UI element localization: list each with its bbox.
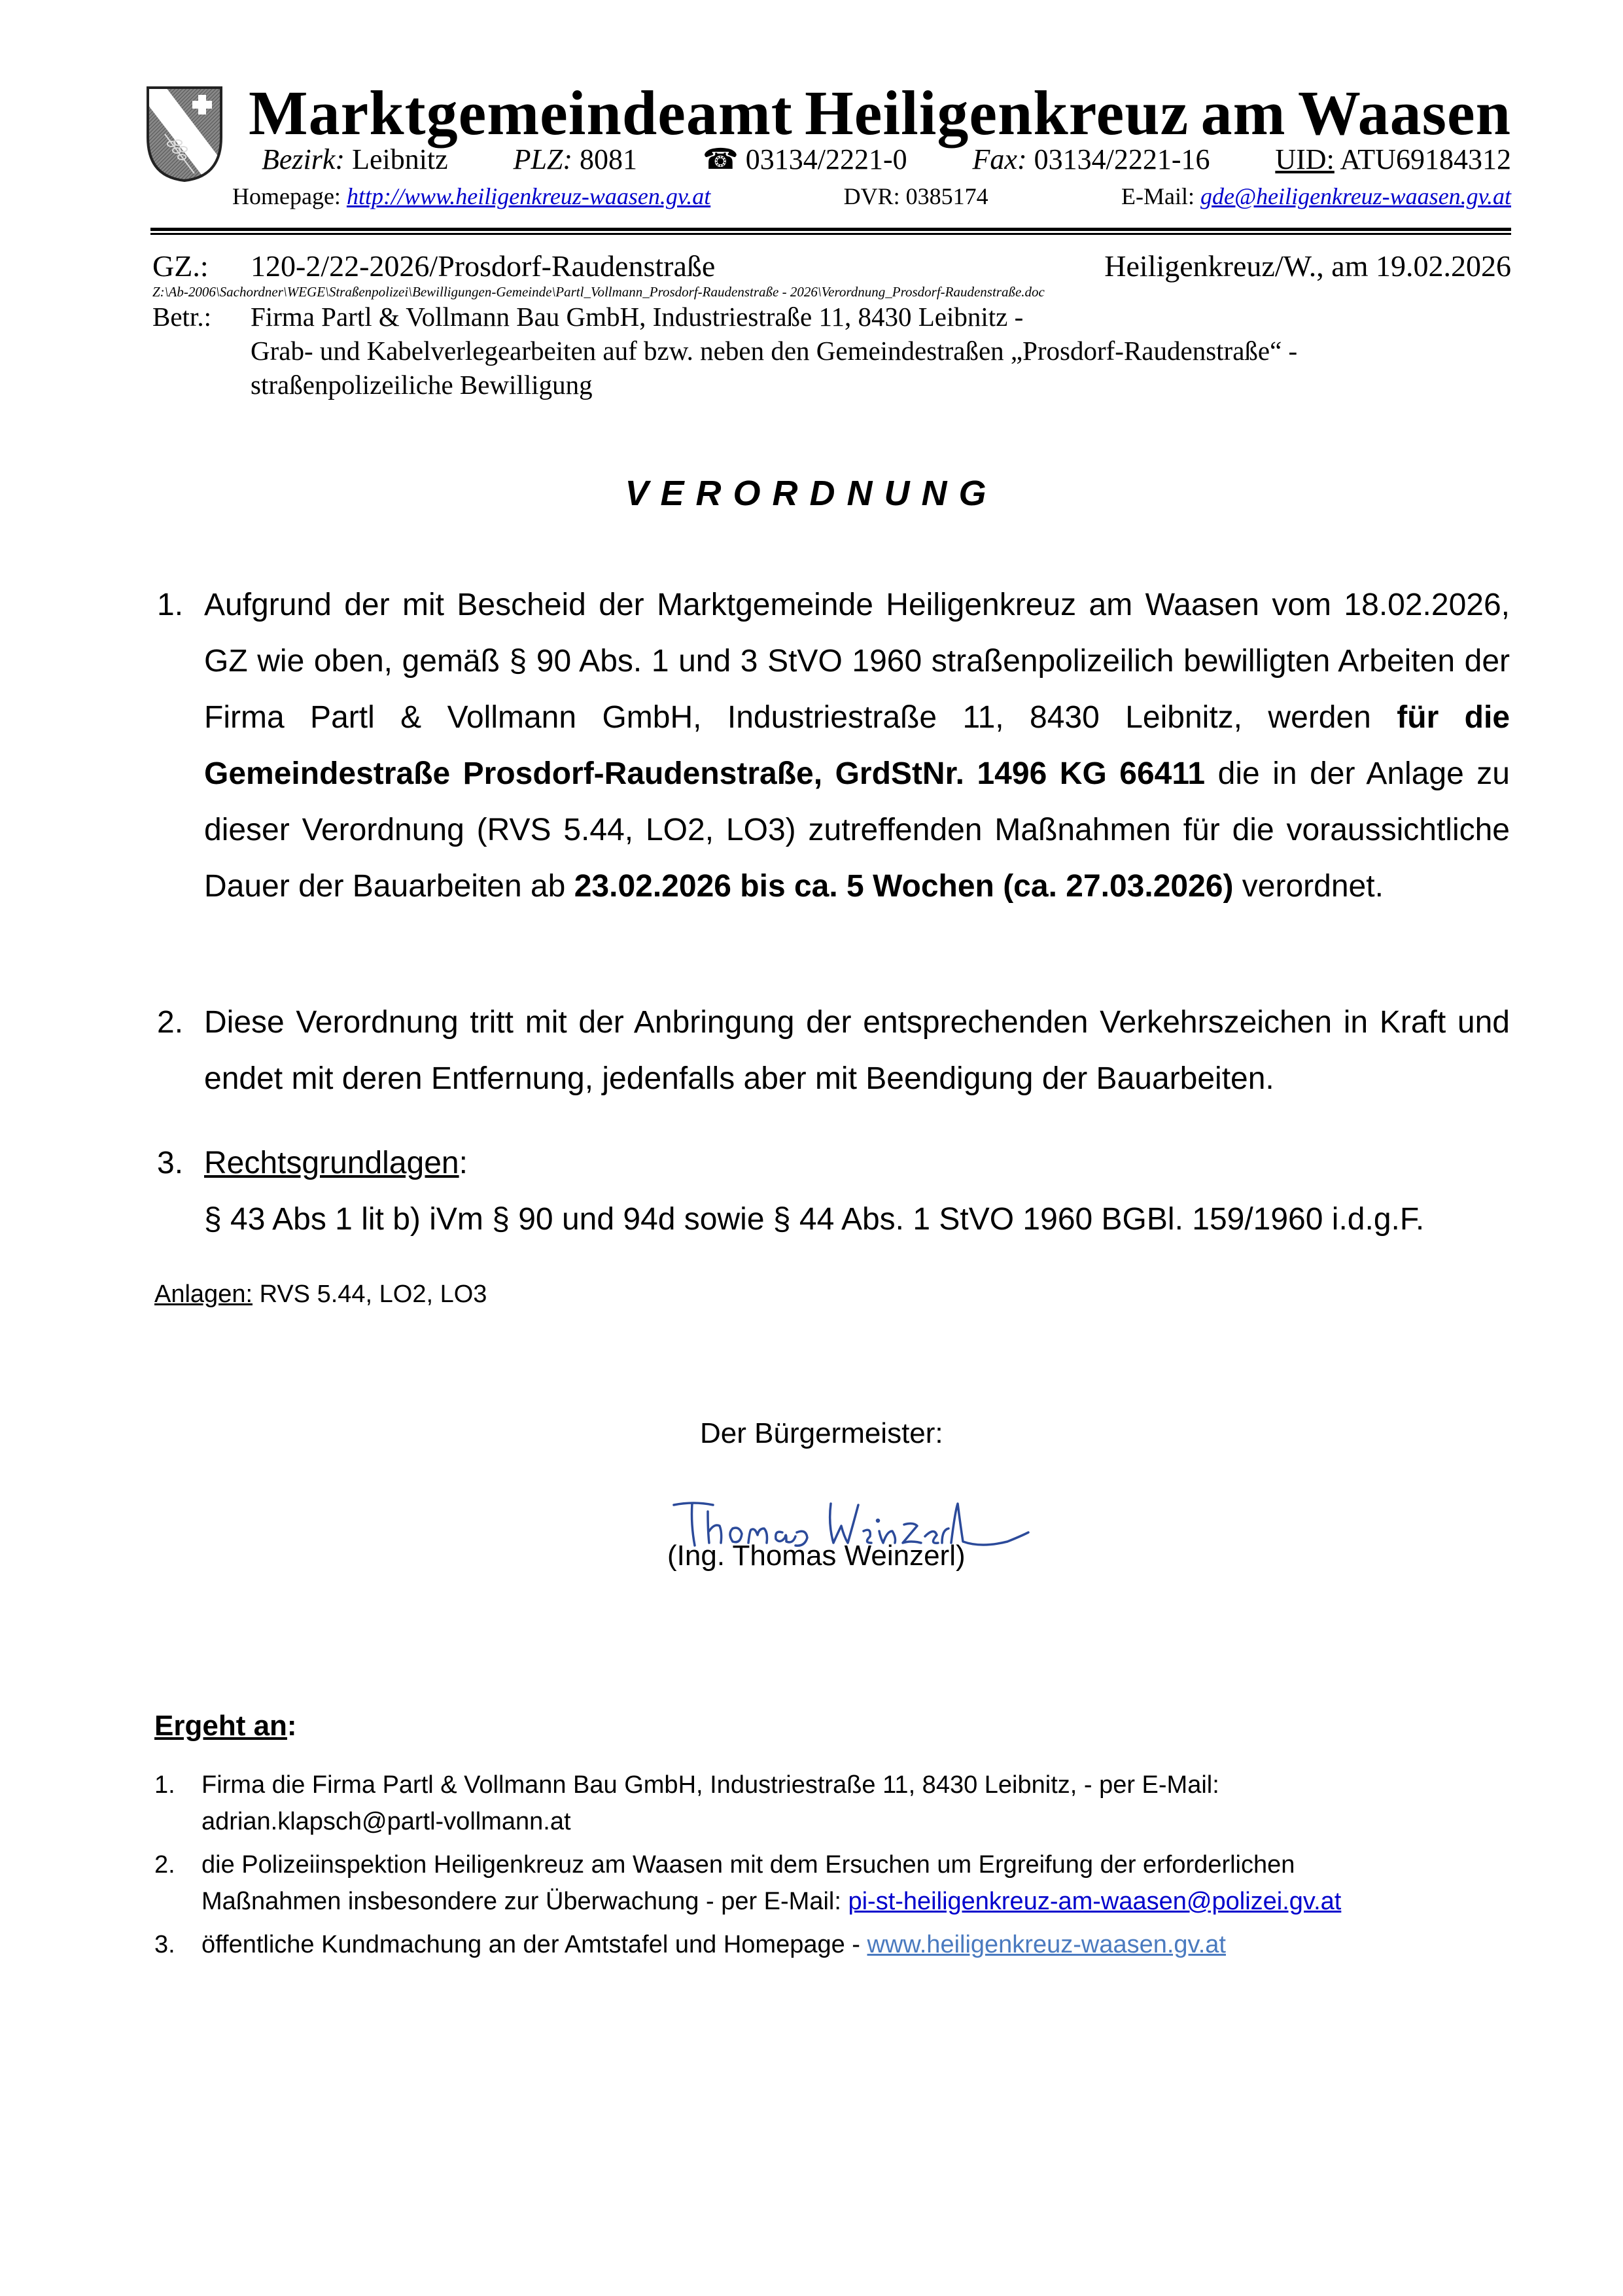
fax: Fax: 03134/2221-16: [972, 143, 1210, 175]
distribution-item: [154, 1846, 1502, 1920]
phone-icon: ☎: [702, 143, 739, 175]
paragraph-item: [157, 995, 1510, 1107]
place-date: Heiligenkreuz/W., am 19.02.2026: [1104, 249, 1511, 283]
distribution-text: Firma die Firma Partl & Vollmann Bau GmbH, Industriestraße 11, 8430 Leibnitz, - per E-Mail:: [201, 1771, 1219, 1799]
organization-title: [249, 77, 1511, 149]
dvr: DVR: 0385174: [843, 183, 988, 209]
contact-line: [262, 143, 1511, 177]
distribution-text: Maßnahmen insbesondere zur Überwachung - per E-Mail:: [201, 1888, 848, 1915]
legal-basis-heading: Rechtsgrundlagen:: [204, 1146, 468, 1180]
bezirk: Bezirk: Leibnitz: [262, 143, 448, 175]
attachments: Anlagen: RVS 5.44, LO2, LO3: [154, 1280, 487, 1308]
police-email-link[interactable]: pi-st-heiligenkreuz-am-waasen@polizei.gv.at: [848, 1888, 1342, 1915]
file-path: Z:\Ab-2006\Sachordner\WEGE\Straßenpolizei\Bewilligungen-Gemeinde\Partl_Vollmann_Prosdorf-Raudenstraße - 2026\Verordnung_Prosdorf-Raudenstraße.doc: [152, 284, 1045, 300]
item-number: 3.: [154, 1931, 175, 1958]
paragraph-item: [157, 577, 1510, 915]
org-name-part: Marktgemeindeamt: [249, 78, 793, 148]
subject-line: Firma Partl & Vollmann Bau GmbH, Industriestraße 11, 8430 Leibnitz -: [251, 302, 1024, 332]
item-number: 3.: [157, 1146, 184, 1180]
header-rule: [150, 228, 1511, 231]
document-title: VERORDNUNG: [625, 474, 998, 513]
distribution-item: [154, 1767, 1502, 1840]
distribution-email: adrian.klapsch@partl-vollmann.at: [201, 1808, 571, 1835]
distribution-text: die Polizeiinspektion Heiligenkreuz am Waasen mit dem Ersuchen um Ergreifung der erforderlichen: [201, 1851, 1295, 1879]
coat-of-arms-icon: [145, 85, 224, 183]
homepage-link[interactable]: www.heiligenkreuz-waasen.gv.at: [867, 1931, 1226, 1958]
gz: GZ.: 120-2/22-2026/Prosdorf-Raudenstraße: [152, 249, 716, 283]
gz-value: 120-2/22-2026/Prosdorf-Raudenstraße: [251, 249, 716, 283]
uid: UID: ATU69184312: [1275, 143, 1511, 175]
homepage-link[interactable]: http://www.heiligenkreuz-waasen.gv.at: [346, 183, 711, 209]
subject-label: Betr.:: [152, 302, 211, 332]
plz: PLZ: 8081: [513, 143, 638, 175]
homepage: Homepage: http://www.heiligenkreuz-waasen.gv.at: [232, 183, 711, 209]
item-number: 2.: [154, 1851, 175, 1879]
distribution-item: [154, 1926, 1502, 1963]
web-line: [232, 182, 1511, 211]
header-rule: [150, 233, 1511, 235]
email: E-Mail: gde@heiligenkreuz-waasen.gv.at: [1121, 183, 1511, 209]
item-number: 1.: [157, 588, 184, 622]
org-name-part: Heiligenkreuz: [805, 78, 1189, 148]
item-number: 1.: [154, 1771, 175, 1799]
distribution-text: öffentliche Kundmachung an der Amtstafel und Homepage -: [201, 1931, 867, 1958]
reference-row: [152, 249, 1511, 284]
distribution-heading: Ergeht an:: [154, 1710, 297, 1742]
subject-line: straßenpolizeiliche Bewilligung: [251, 370, 593, 400]
item-number: 2.: [157, 1005, 184, 1040]
item-text: Diese Verordnung tritt mit der Anbringung der entsprechenden Verkehrszeichen in Kraft und endet mit deren Entfernung, jedenfalls aber mit Beendigung der Bauarbeiten.: [204, 1005, 1510, 1096]
subject-line: Grab- und Kabelverlegearbeiten auf bzw. neben den Gemeindestraßen „Prosdorf-Raudenstraße“ -: [251, 336, 1298, 366]
paragraph-item: [157, 1135, 1510, 1248]
legal-basis-text: § 43 Abs 1 lit b) iVm § 90 und 94d sowie § 44 Abs. 1 StVO 1960 BGBl. 159/1960 i.d.g.F.: [204, 1202, 1425, 1237]
phone: ☎ 03134/2221-0: [702, 143, 907, 175]
org-name-part: Waasen: [1297, 78, 1511, 148]
email-link[interactable]: gde@heiligenkreuz-waasen.gv.at: [1200, 183, 1511, 209]
item-text: Aufgrund der mit Bescheid der Marktgemeinde Heiligenkreuz am Waasen vom 18.02.2026, GZ wie oben, gemäß § 90 Abs. 1 und 3 StVO 1960 straßenpolizeilich bewilligten Arbeiten der Firma Partl & Vollmann GmbH, Industriestraße 11, 8430 Leibnitz, werden für die Gemeindestraße Prosdorf-Raudenstraße, GrdStNr. 1496 KG 66411 die in der Anlage zu dieser Verordnung (RVS 5.44, LO2, LO3) zutreffenden Maßnahmen für die voraussichtliche Dauer der Bauarbeiten ab 23.02.2026 bis ca. 5 Wochen (ca. 27.03.2026) verordnet.: [204, 588, 1510, 904]
signatory-name: (Ing. Thomas Weinzerl): [667, 1540, 966, 1572]
signatory-role: Der Bürgermeister:: [700, 1417, 943, 1449]
org-name-part: am: [1200, 78, 1286, 148]
